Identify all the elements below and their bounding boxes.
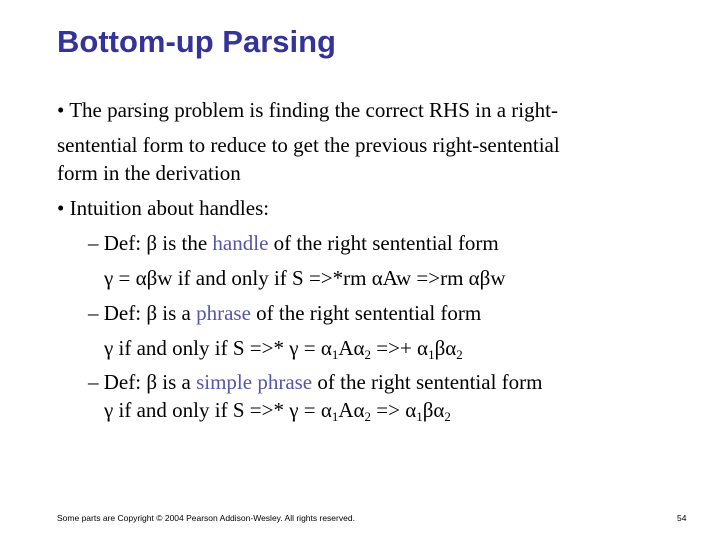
definition-handle (88, 231, 499, 255)
page-number: 54 (677, 513, 687, 523)
formula-part: βα (422, 398, 445, 422)
def-suffix: of the right sentential form (268, 231, 499, 255)
subscript: 1 (331, 409, 339, 424)
definition-simple-phrase (88, 370, 543, 394)
def-prefix: – Def: β is the (88, 231, 213, 255)
bullet-1-line-1: • The parsing problem is finding the correct RHS in a right- (57, 98, 558, 122)
def-suffix: of the right sentential form (250, 301, 482, 325)
term-phrase: phrase (196, 301, 251, 325)
formula-part: γ if and only if S =>* γ = α (104, 336, 332, 360)
bullet-1-line-2: sentential form to reduce to get the previous right-sentential (57, 133, 560, 157)
subscript: 2 (444, 409, 451, 424)
definition-phrase (88, 301, 481, 325)
formula-part: βα (434, 336, 457, 360)
def-suffix: of the right sentential form (312, 370, 543, 394)
formula-part: =>+ α (371, 336, 429, 360)
def-prefix: – Def: β is a (88, 370, 197, 394)
formula-part: γ if and only if S =>* γ = α (104, 398, 332, 422)
subscript: 2 (364, 347, 372, 362)
term-handle: handle (212, 231, 269, 255)
formula-phrase (104, 336, 463, 360)
formula-part: Aα (338, 336, 365, 360)
formula-part: => α (371, 398, 417, 422)
formula-part: Aα (338, 398, 365, 422)
bullet-1-line-3: form in the derivation (57, 161, 241, 185)
formula-simple-phrase (104, 398, 451, 422)
subscript: 1 (416, 409, 423, 424)
subscript: 1 (331, 347, 339, 362)
subscript: 1 (428, 347, 435, 362)
bullet-2: • Intuition about handles: (57, 196, 270, 220)
slide-title: Bottom-up Parsing (57, 24, 336, 59)
subscript: 2 (456, 347, 463, 362)
subscript: 2 (364, 409, 372, 424)
formula-handle: γ = αβw if and only if S =>*rm αAw =>rm αβw (104, 266, 506, 290)
copyright-footer: Some parts are Copyright © 2004 Pearson Addison-Wesley. All rights reserved. (57, 513, 355, 523)
term-simple-phrase: simple phrase (196, 370, 313, 394)
def-prefix: – Def: β is a (88, 301, 197, 325)
